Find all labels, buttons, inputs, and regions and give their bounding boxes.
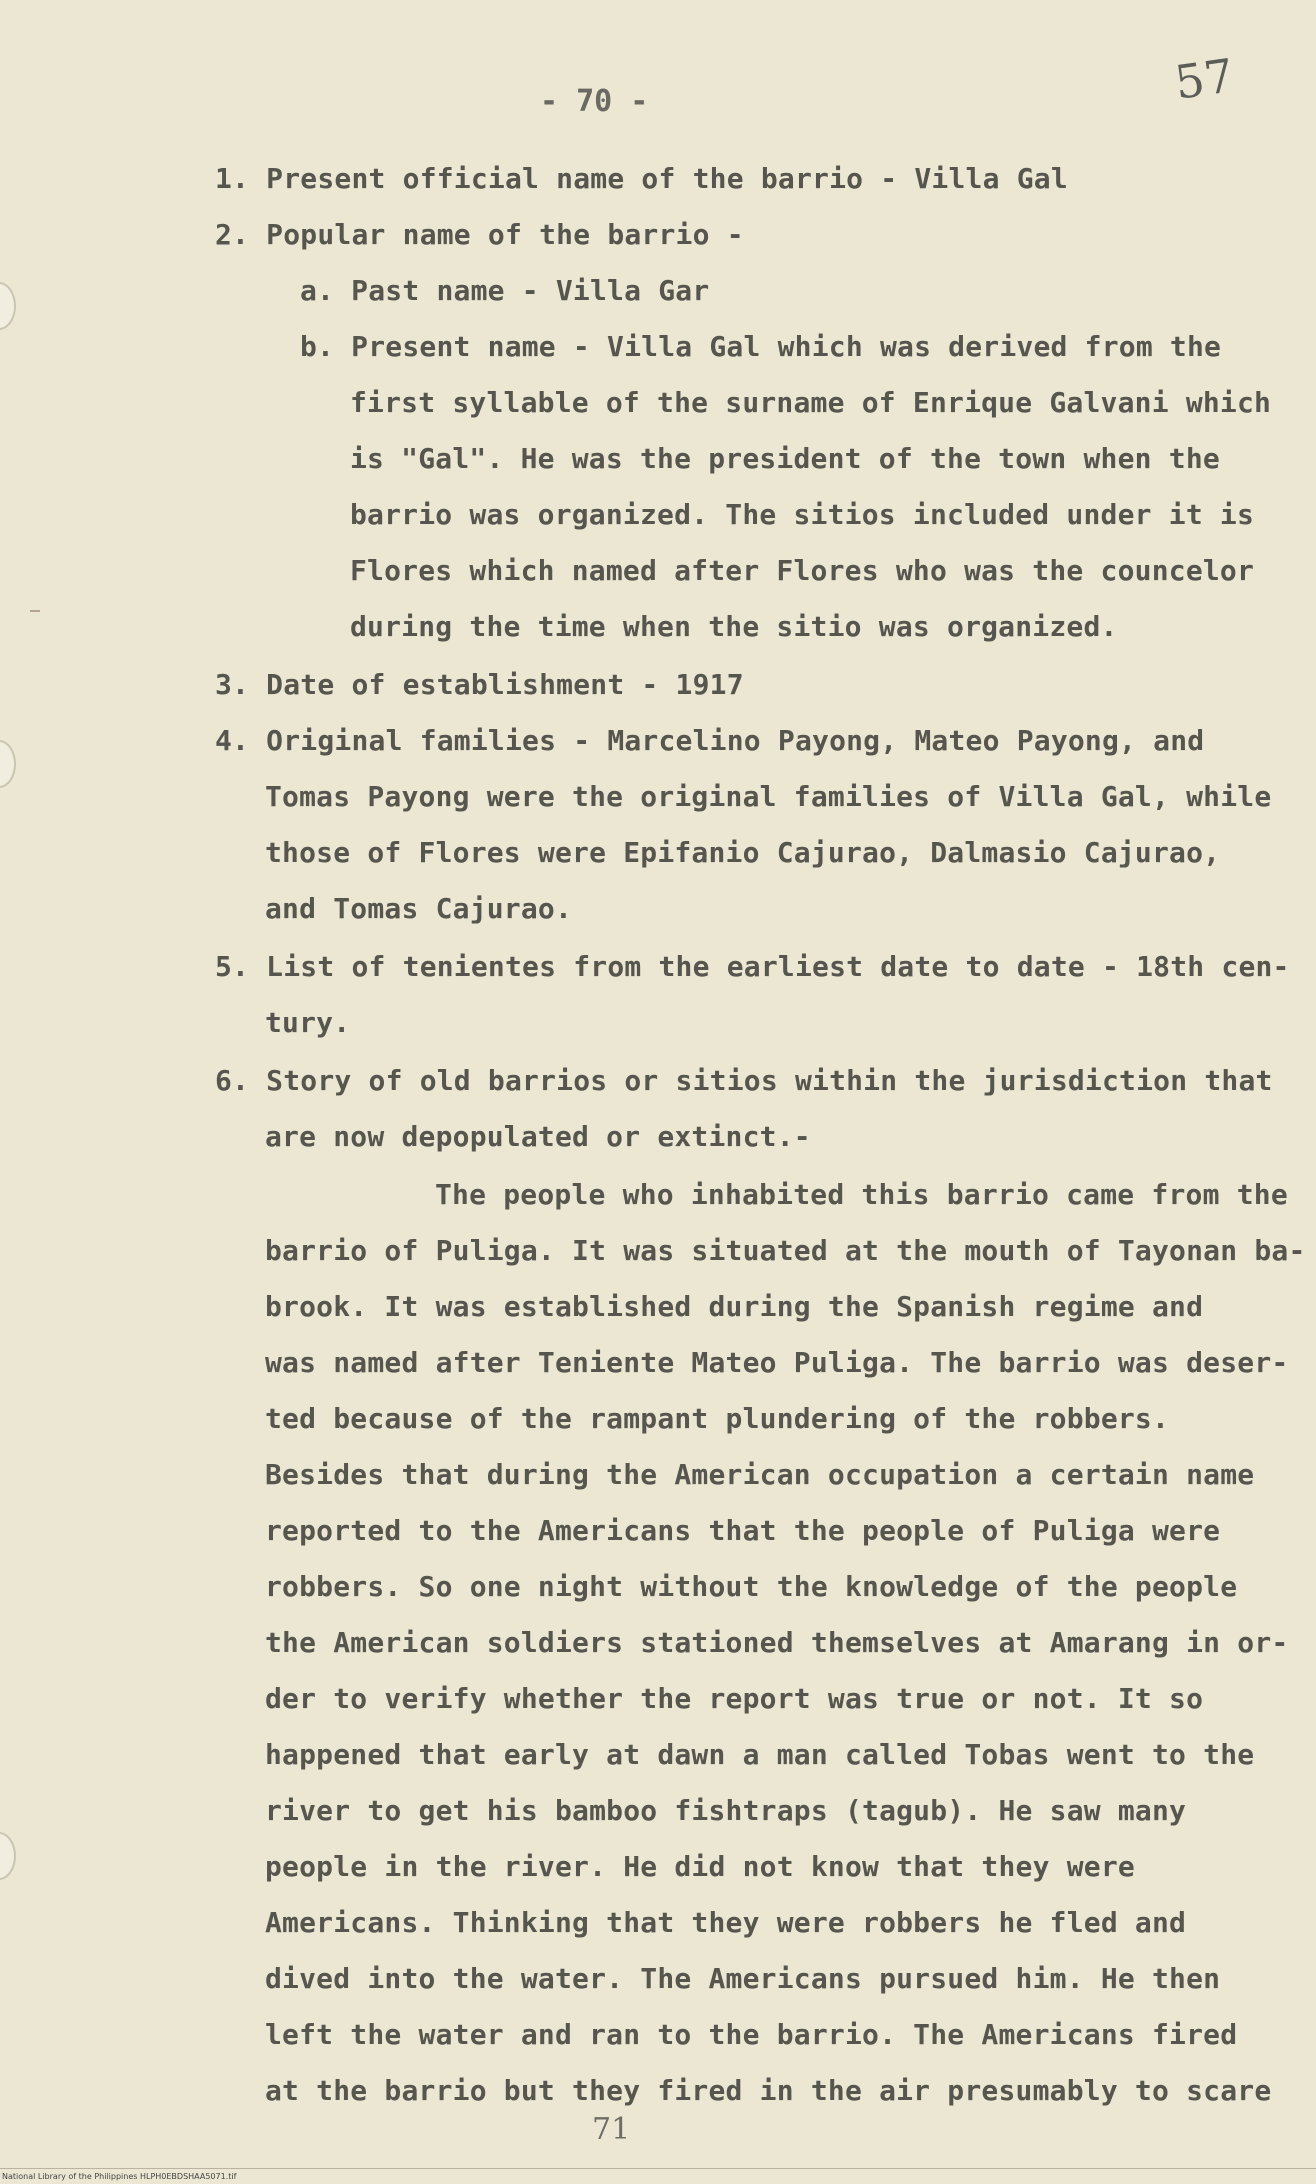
story-line: der to verify whether the report was true or not. It so xyxy=(265,1682,1204,1715)
story-line: Americans. Thinking that they were robbers he fled and xyxy=(265,1906,1187,1939)
binding-hole xyxy=(0,740,16,788)
story-line: was named after Teniente Mateo Puliga. The barrio was deser- xyxy=(265,1346,1289,1379)
item-2b-line: during the time when the sitio was organized. xyxy=(350,610,1118,643)
binding-hole xyxy=(0,282,16,330)
story-line: The people who inhabited this barrio came from the xyxy=(435,1178,1288,1211)
story-line: at the barrio but they fired in the air presumably to scare xyxy=(265,2074,1272,2107)
item-6-line: are now depopulated or extinct.- xyxy=(265,1120,811,1153)
story-line: happened that early at dawn a man called Tobas went to the xyxy=(265,1738,1255,1771)
story-line: reported to the Americans that the people of Puliga were xyxy=(265,1514,1221,1547)
story-line: left the water and ran to the barrio. The Americans fired xyxy=(265,2018,1238,2051)
item-6-line: 6. Story of old barrios or sitios within the jurisdiction that xyxy=(215,1064,1273,1097)
story-line: Besides that during the American occupation a certain name xyxy=(265,1458,1255,1491)
story-line: brook. It was established during the Spanish regime and xyxy=(265,1290,1204,1323)
story-line: people in the river. He did not know that they were xyxy=(265,1850,1135,1883)
item-1-line: 1. Present official name of the barrio - Villa Gal xyxy=(215,162,1068,195)
item-2b-line: barrio was organized. The sitios included under it is xyxy=(350,498,1255,531)
story-line: robbers. So one night without the knowledge of the people xyxy=(265,1570,1238,1603)
item-4-line: and Tomas Cajurao. xyxy=(265,892,573,925)
handwritten-next-page-mark: 71 xyxy=(592,2112,631,2147)
item-2b-line: first syllable of the surname of Enrique Galvani which xyxy=(350,386,1272,419)
item-2-line: 2. Popular name of the barrio - xyxy=(215,218,744,251)
item-2b-line: b. Present name - Villa Gal which was derived from the xyxy=(300,330,1222,363)
binding-hole xyxy=(0,1832,16,1880)
story-line: barrio of Puliga. It was situated at the mouth of Tayonan ba- xyxy=(265,1234,1306,1267)
story-line: the American soldiers stationed themselves at Amarang in or- xyxy=(265,1626,1289,1659)
item-4-line: 4. Original families - Marcelino Payong, Mateo Payong, and xyxy=(215,724,1205,757)
item-5-line: tury. xyxy=(265,1006,351,1039)
item-4-line: those of Flores were Epifanio Cajurao, Dalmasio Cajurao, xyxy=(265,836,1221,869)
story-line: river to get his bamboo fishtraps (tagub). He saw many xyxy=(265,1794,1187,1827)
item-2a-line: a. Past name - Villa Gar xyxy=(300,274,710,307)
item-2b-line: Flores which named after Flores who was the councelor xyxy=(350,554,1255,587)
item-2b-line: is "Gal". He was the president of the town when the xyxy=(350,442,1220,475)
pencil-mark xyxy=(30,610,40,612)
handwritten-page-mark: 57 xyxy=(1171,48,1238,110)
item-5-line: 5. List of tenientes from the earliest date to date - 18th cen- xyxy=(215,950,1290,983)
page-number: - 70 - xyxy=(540,84,649,119)
item-3-line: 3. Date of establishment - 1917 xyxy=(215,668,744,701)
item-4-line: Tomas Payong were the original families of Villa Gal, while xyxy=(265,780,1272,813)
archive-footer: National Library of the Philippines HLPH0EBDSHAA5071.tif xyxy=(2,2172,237,2181)
story-line: dived into the water. The Americans pursued him. He then xyxy=(265,1962,1221,1995)
story-line: ted because of the rampant plundering of the robbers. xyxy=(265,1402,1170,1435)
footer-divider xyxy=(0,2168,1316,2169)
